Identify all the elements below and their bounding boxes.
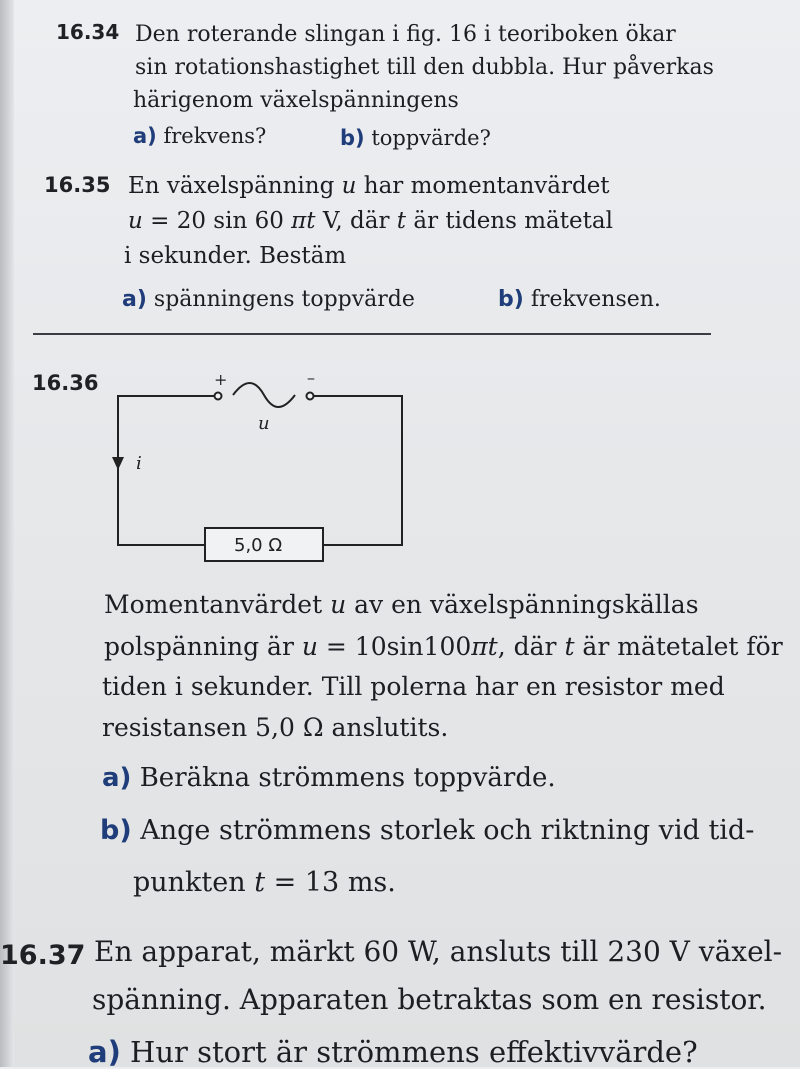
circuit-diagram <box>100 365 420 565</box>
part-label: b) <box>100 815 132 846</box>
wire-right <box>314 396 402 545</box>
problem-text-line: En apparat, märkt 60 W, ansluts till 230 V växel- <box>94 935 783 968</box>
source-label: u <box>258 413 270 434</box>
part-b <box>498 287 661 312</box>
part-label: b) <box>498 287 524 312</box>
problem-text-line: Momentanvärdet u av en växelspänningskällas <box>104 590 699 619</box>
part-label: a) <box>122 287 147 312</box>
terminal-minus <box>307 393 314 400</box>
current-label: i <box>136 453 142 474</box>
problem-number: 16.35 <box>44 173 111 197</box>
problem-text-line: En växelspänning u har momentanvärdet <box>128 173 610 199</box>
part-text: Ange strömmens storlek och riktning vid tid- <box>140 815 755 846</box>
wire-left <box>118 396 214 545</box>
resistor-label: 5,0 Ω <box>234 535 283 556</box>
part-b <box>100 815 754 846</box>
terminal-plus-label: + <box>214 370 228 389</box>
problem-number: 16.37 <box>0 940 86 971</box>
part-a <box>133 124 266 148</box>
problem-text-line: polspänning är u = 10sin100πt, där t är mätetalet för <box>104 632 783 661</box>
page-edge <box>0 0 14 1067</box>
problem-text-line: resistansen 5,0 Ω anslutits. <box>102 713 449 742</box>
current-arrow-icon <box>112 457 124 470</box>
part-label: b) <box>340 126 365 150</box>
problem-text-line: u = 20 sin 60 πt V, där t är tidens mätetal <box>128 208 613 234</box>
part-label: a) <box>88 1035 121 1069</box>
part-label: a) <box>102 763 132 793</box>
problem-text-line: tiden i sekunder. Till polerna har en resistor med <box>102 672 725 701</box>
part-a <box>88 1035 698 1069</box>
part-text: Beräkna strömmens toppvärde. <box>139 763 556 793</box>
problem-number: 16.36 <box>32 371 99 395</box>
terminal-minus-label: – <box>307 368 315 387</box>
part-b <box>340 126 491 150</box>
problem-text-line: sin rotationshastighet till den dubbla. Hur påverkas <box>135 55 714 80</box>
problem-number: 16.34 <box>56 20 120 44</box>
problem-text-line: i sekunder. Bestäm <box>124 243 347 269</box>
problem-text-line: härigenom växelspänningens <box>133 88 459 113</box>
part-a <box>102 763 556 793</box>
part-label: a) <box>133 124 157 148</box>
part-text: frekvens? <box>163 124 267 148</box>
problem-text-line: spänning. Apparaten betraktas som en resistor. <box>92 983 767 1016</box>
part-text: toppvärde? <box>371 126 491 150</box>
section-divider <box>33 333 711 335</box>
part-text: Hur stort är strömmens effektivvärde? <box>130 1035 698 1069</box>
part-text: spänningens toppvärde <box>153 287 415 312</box>
problem-text-line: Den roterande slingan i fig. 16 i teoriboken ökar <box>135 22 676 47</box>
part-text: frekvensen. <box>530 287 661 312</box>
terminal-plus <box>215 393 222 400</box>
ac-source-icon <box>233 383 295 407</box>
part-a <box>122 287 415 312</box>
part-b-continued: punkten t = 13 ms. <box>133 867 396 898</box>
